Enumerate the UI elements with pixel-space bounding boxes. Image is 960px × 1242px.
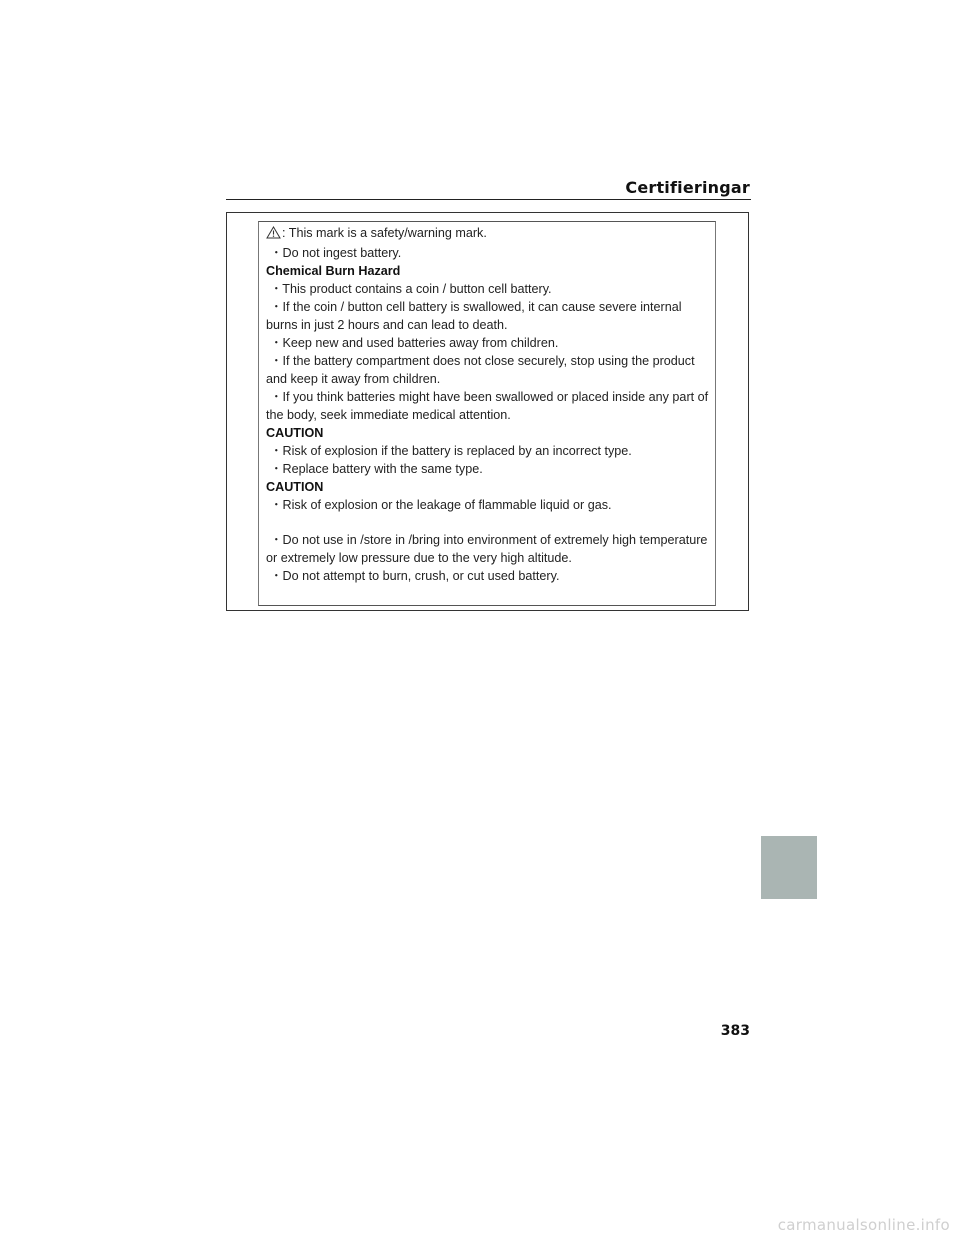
list-item	[266, 334, 711, 352]
caution-heading: CAUTION	[266, 480, 324, 494]
list-item-text: If the coin / button cell battery is swallowed, it can cause severe internal	[282, 300, 682, 314]
bullet-glyph: ・	[270, 569, 283, 583]
page-number: 383	[720, 1023, 750, 1039]
list-item-text: Do not use in /store in /bring into environment of extremely high temperature	[282, 533, 708, 547]
warning-mark-line	[266, 224, 711, 244]
bullet-glyph: ・	[270, 533, 283, 547]
list-item	[266, 298, 711, 316]
bullet-glyph: ・	[270, 336, 283, 350]
list-item	[266, 531, 711, 549]
section-title: Certifieringar	[625, 178, 750, 197]
battery-warning-text	[266, 224, 711, 585]
list-item-text: Replace battery with the same type.	[282, 462, 483, 476]
warning-mark-text: : This mark is a safety/warning mark.	[282, 226, 487, 240]
list-item-text: Risk of explosion or the leakage of flammable liquid or gas.	[282, 498, 612, 512]
list-item-continuation: burns in just 2 hours and can lead to death.	[266, 318, 508, 332]
bullet-glyph: ・	[270, 300, 283, 314]
list-item-text: If the battery compartment does not close securely, stop using the product	[282, 354, 695, 368]
list-item-text: Risk of explosion if the battery is replaced by an incorrect type.	[282, 444, 632, 458]
list-item-text: Do not ingest battery.	[282, 246, 402, 260]
bullet-glyph: ・	[270, 354, 283, 368]
watermark: carmanualsonline.info	[777, 1216, 950, 1234]
bullet-glyph: ・	[270, 282, 283, 296]
bullet-glyph: ・	[270, 498, 283, 512]
list-item	[266, 496, 711, 514]
list-item	[266, 280, 711, 298]
bullet-glyph: ・	[270, 462, 283, 476]
title-divider	[226, 199, 751, 200]
chemical-burn-heading: Chemical Burn Hazard	[266, 264, 401, 278]
caution-heading: CAUTION	[266, 426, 324, 440]
bullet-glyph: ・	[270, 246, 283, 260]
list-item-text: Do not attempt to burn, crush, or cut used battery.	[282, 569, 560, 583]
chapter-side-tab	[761, 836, 817, 899]
list-item-continuation: the body, seek immediate medical attention.	[266, 408, 511, 422]
list-item	[266, 442, 711, 460]
list-item	[266, 244, 711, 262]
list-item-text: If you think batteries might have been swallowed or placed inside any part of	[282, 390, 709, 404]
bullet-glyph: ・	[270, 390, 283, 404]
warning-triangle-icon	[266, 226, 281, 244]
spacer	[266, 514, 711, 531]
list-item-text: This product contains a coin / button cell battery.	[282, 282, 552, 296]
list-item	[266, 388, 711, 406]
list-item-text: Keep new and used batteries away from children.	[282, 336, 559, 350]
list-item	[266, 352, 711, 370]
bullet-glyph: ・	[270, 444, 283, 458]
list-item	[266, 567, 711, 585]
list-item-continuation: and keep it away from children.	[266, 372, 441, 386]
list-item-continuation: or extremely low pressure due to the very high altitude.	[266, 551, 572, 565]
list-item	[266, 460, 711, 478]
